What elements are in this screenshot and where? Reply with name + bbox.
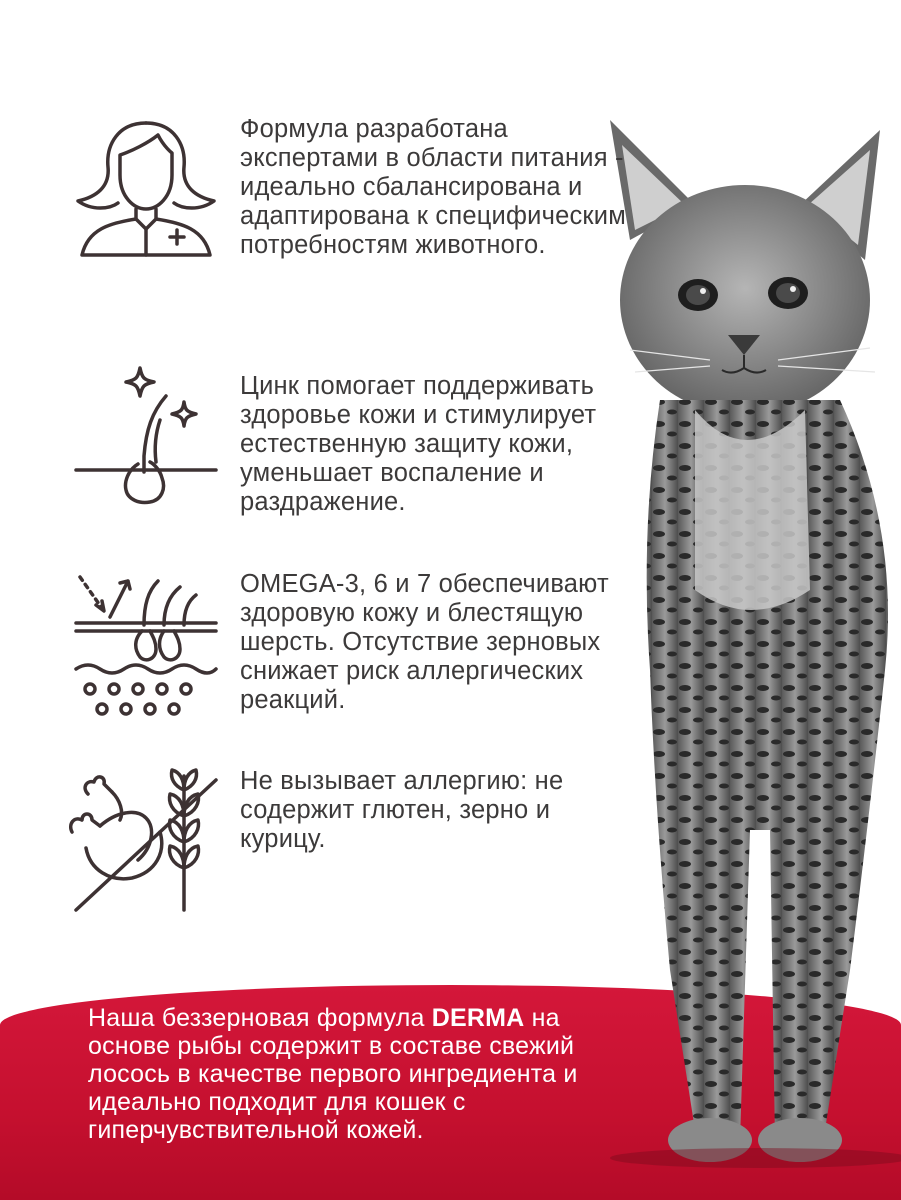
footer-text-before: Наша беззерновая формула [88,1004,432,1032]
brand-name: DERMA [431,1004,525,1032]
nutrition-expert-icon [66,105,226,265]
feature-text: Цинк помогает поддерживать здоровье кожи и стимулирует естественную защиту кожи, уменьшает воспаление и раздражение. [240,372,597,516]
skin-coat-icon [66,565,226,725]
feature-text: OMEGA-3, 6 и 7 обеспечивают здоровую кожу и блестящую шерсть. Отсутствие зерновых снижает риск аллергических реакций. [240,570,609,714]
footer-description [88,1004,648,1144]
no-allergens-icon [66,760,226,920]
feature-text: Не вызывает аллергию: не содержит глютен, зерно и курицу. [240,767,564,853]
feature-text: Формула разработана экспертами в области питания - идеально сбалансирована и адаптирована к специфическим потребностям животного. [240,115,626,259]
skin-zinc-icon [66,360,226,520]
footer-text-after: на основе рыбы содержит в составе свежий лосось в качестве первого ингредиента и идеально подходит для кошек с гиперчувствительной кожей. [88,1004,578,1144]
